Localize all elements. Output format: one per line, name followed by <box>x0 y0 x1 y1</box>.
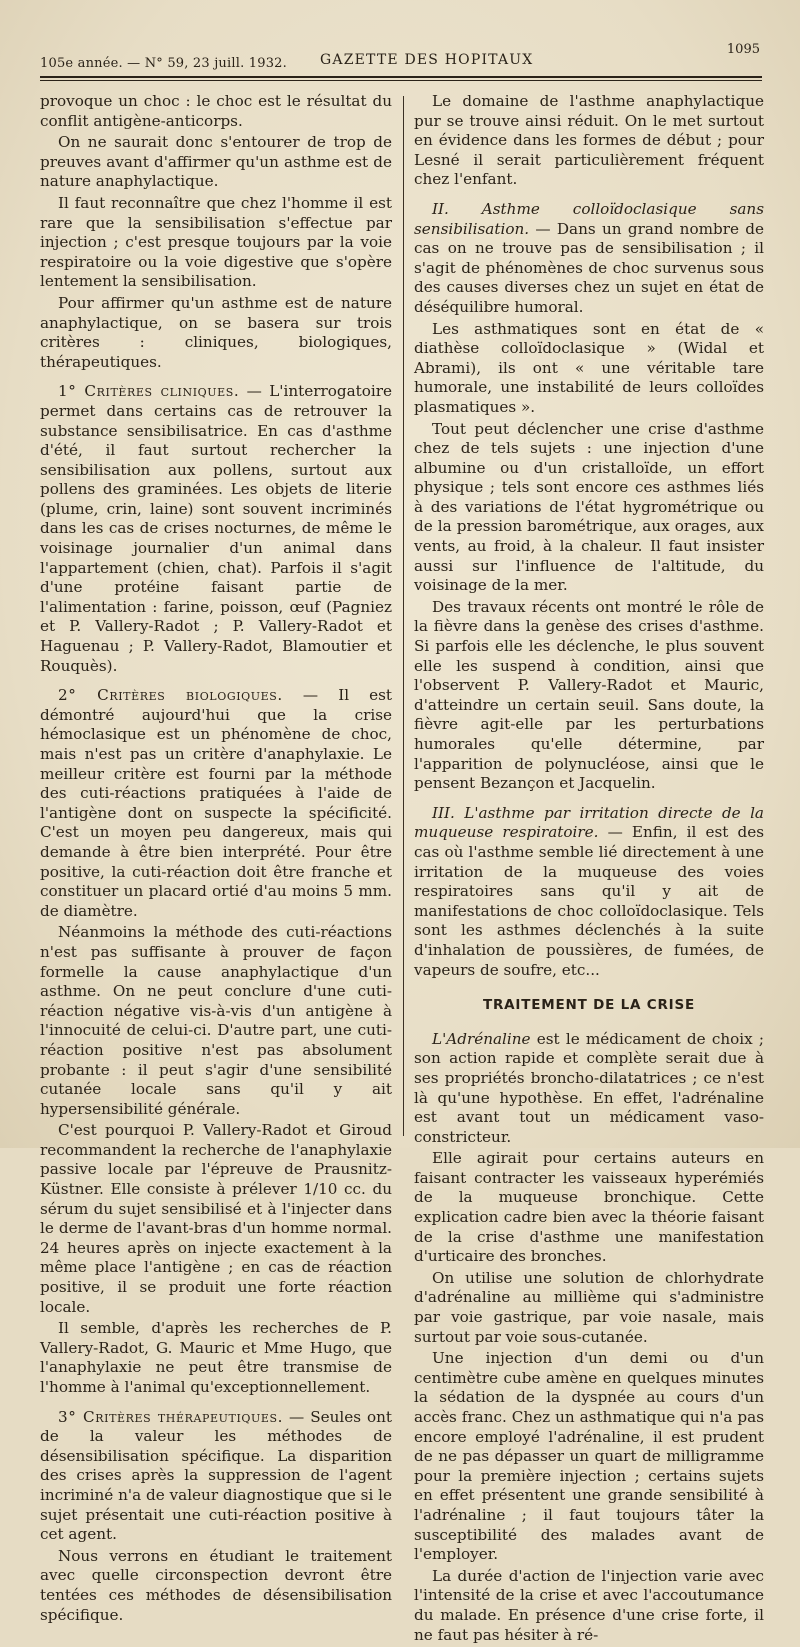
journal-title: GAZETTE DES HOPITAUX <box>320 52 534 68</box>
right-column <box>414 92 764 1647</box>
section-title: 2° Critères biologiques. <box>58 686 283 705</box>
section-text: — Enfin, il est des cas où l'asthme semble lié directement à une irritation de la muqueuse des voies respiratoires sans qu'il y ait de manifestations de choc colloïdoclasique. Tels sont les asthmes déclenchés à la suite d'inhalation de poussières, de fumées, de vapeurs de soufre, etc... <box>414 823 764 979</box>
paragraph: Les asthmatiques sont en état de « diathèse colloïdoclasique » (Widal et Abrami), ils ont « une véritable tare humorale, une instabilité de leurs colloïdes plasmatiques ». <box>414 319 764 416</box>
paragraph: La durée d'action de l'injection varie avec l'intensité de la crise et avec l'accoutumance du malade. En présence d'une crise forte, il ne faut pas hésiter à ré- <box>414 1566 764 1644</box>
paragraph: C'est pourquoi P. Vallery-Radot et Giroud recommandent la recherche de l'anaphylaxie passive locale par l'épreuve de Prausnitz-Küstner. Elle consiste à prélever 1/10 cc. du sérum du sujet sensibilisé et à l'injecter dans le derme de l'avant-bras d'un homme normal. 24 heures après on injecte exactement à la même place l'antigène ; en cas de réaction positive, il se produit une forte réaction locale. <box>40 1121 392 1316</box>
section-therapeutic <box>40 1408 392 1545</box>
paragraph: Une injection d'un demi ou d'un centimètre cube amène en quelques minutes la sédation de la dyspnée au cours d'un accès franc. Chez un asthmatique qui n'a pas encore employé l'adrénaline, il est prudent de ne pas dépasser un quart de milligramme pour la première injection ; certains sujets en effet présentent une grande sensibilité à l'adrénaline ; il faut toujours tâter la susceptibilité des malades avant de l'employer. <box>414 1349 764 1564</box>
paragraph: Des travaux récents ont montré le rôle de la fièvre dans la genèse des crises d'asthme. Si parfois elle les déclenche, le plus souvent elle les suspend à condition, ainsi que l'observent P. Vallery-Radot et Mauric, d'atteindre un certain seuil. Sans doute, la fièvre agit-elle par les perturbations humorales qu'elle détermine, par l'apparition de polynucléose, ainsi que le pensent Bezançon et Jacquelin. <box>414 597 764 793</box>
section-heading: TRAITEMENT DE LA CRISE <box>482 997 696 1014</box>
paragraph: On utilise une solution de chlorhydrate d'adrénaline au millième qui s'administre par voie gastrique, par voie nasale, mais surtout par voie sous-cutanée. <box>414 1268 764 1346</box>
section-title: III. L'asthme par irritation directe de la muqueuse respiratoire. <box>414 803 764 842</box>
issue-line: 105e année. — N° 59, 23 juill. 1932. <box>40 56 287 71</box>
section-colloidoclasic <box>414 200 764 318</box>
header-rule <box>40 76 762 78</box>
section-biological <box>40 686 392 921</box>
section-clinical <box>40 382 392 676</box>
section-text: — Seules ont de la valeur les méthodes de désensibilisation spécifique. La disparition des crises après la suppression de l'agent incriminé n'a de valeur diagnostique que si le sujet présentait une cuti-réaction positive à cet agent. <box>40 1407 392 1544</box>
section-text: — Dans un grand nombre de cas on ne trouve pas de sensibilisation ; il s'agit de phénomènes de choc survenus sous des causes diverses chez un sujet en état de déséquilibre humoral. <box>414 219 764 316</box>
section-text: — L'interrogatoire permet dans certains cas de retrouver la substance sensibilisatrice. En cas d'asthme d'été, il faut surtout rechercher la sensibilisation aux pollens, surtout aux pollens des graminées. Les objets de literie (plume, crin, laine) sont souvent incriminés dans les cas de crises nocturnes, de même le voisinage journalier d'un animal dans l'appartement (chien, chat). Parfois il s'agit d'une protéine faisant partie de l'alimentation : farine, poisson, œuf (Pagniez et P. Vallery-Radot ; P. Vallery-Radot et Haguenau ; P. Vallery-Radot, Blamoutier et Rouquès). <box>40 382 392 675</box>
paragraph: provoque un choc : le choc est le résultat du conflit antigène-anticorps. <box>40 92 392 130</box>
paragraph: Le domaine de l'asthme anaphylactique pur se trouve ainsi réduit. On le met surtout en évidence dans les formes de début ; pour Lesné il serait particulièrement fréquent chez l'enfant. <box>414 92 764 189</box>
paragraph-text: est le médicament de choix ; son action rapide et complète serait due à ses propriétés broncho-dilatatrices ; ce n'est là qu'une hypothèse. En effet, l'adrénaline est avant tout un médicament vaso-constricteur. <box>414 1029 764 1146</box>
paragraph: Pour affirmer qu'un asthme est de nature anaphylactique, on se basera sur trois critères : cliniques, biologiques, thérapeutiques. <box>40 293 392 371</box>
drug-name: L'Adrénaline <box>432 1029 531 1048</box>
section-title: 3° Critères thérapeutiques. <box>58 1407 284 1426</box>
paragraph: On ne saurait donc s'entourer de trop de preuves avant d'affirmer qu'un asthme est de nature anaphylactique. <box>40 133 392 191</box>
section-irritation <box>414 804 764 980</box>
running-header <box>40 42 760 72</box>
section-title: 1° Critères cliniques. <box>58 382 240 401</box>
section-text: — Il est démontré aujourd'hui que la crise hémoclasique est un phénomène de choc, mais n'est pas un critère d'anaphylaxie. Le meilleur critère est fourni par la méthode des cuti-réactions pratiquées à l'aide de l'antigène dont on suspecte la spécificité. C'est un moyen peu dangereux, mais qui demande à être bien interprété. Pour être positive, la cuti-réaction doit être franche et constituer un placard ortié d'au moins 5 mm. de diamètre. <box>40 686 393 920</box>
header-rule-thin <box>40 80 762 81</box>
paragraph: Néanmoins la méthode des cuti-réactions n'est pas suffisante à prouver de façon formelle la cause anaphylactique d'un asthme. On ne peut conclure d'une cuti-réaction négative vis-à-vis d'un antigène à l'innocuité de celui-ci. D'autre part, une cuti-réaction positive n'est pas absolument probante : il peut s'agir d'une sensibilité cutanée locale sans qu'il y ait hypersensibilité générale. <box>40 923 392 1118</box>
paragraph: Elle agirait pour certains auteurs en faisant contracter les vaisseaux hyperémiés de la muqueuse bronchique. Cette explication cadre bien avec la théorie faisant de la crise d'asthme une manifestation d'urticaire des bronches. <box>414 1149 764 1266</box>
paragraph: Nous verrons en étudiant le traitement avec quelle circonspection devront être tentées ces méthodes de désensibilisation spécifique. <box>40 1546 392 1624</box>
left-column <box>40 92 392 1627</box>
paragraph <box>414 1030 764 1148</box>
paragraph: Il semble, d'après les recherches de P. Vallery-Radot, G. Mauric et Mme Hugo, que l'anaphylaxie ne peut être transmise de l'homme à l'animal qu'exceptionnellement. <box>40 1319 392 1396</box>
paragraph: Il faut reconnaître que chez l'homme il est rare que la sensibilisation s'effectue par injection ; c'est presque toujours par la voie respiratoire ou la voie digestive que s'opère lentement la sensibilisation. <box>40 193 392 291</box>
page-number: 1095 <box>726 42 760 57</box>
section-title: II. Asthme colloïdoclasique sans sensibilisation. <box>414 199 764 238</box>
column-divider <box>403 96 404 1136</box>
paragraph: Tout peut déclencher une crise d'asthme chez de tels sujets : une injection d'une albumine ou d'un cristalloïde, un effort physique ; tels sont encore ces asthmes liés à des variations de l'état hygrométrique ou de la pression barométrique, aux orages, aux vents, au froid, à la chaleur. Il faut insister aussi sur l'influence de l'altitude, du voisinage de la mer. <box>414 419 764 595</box>
